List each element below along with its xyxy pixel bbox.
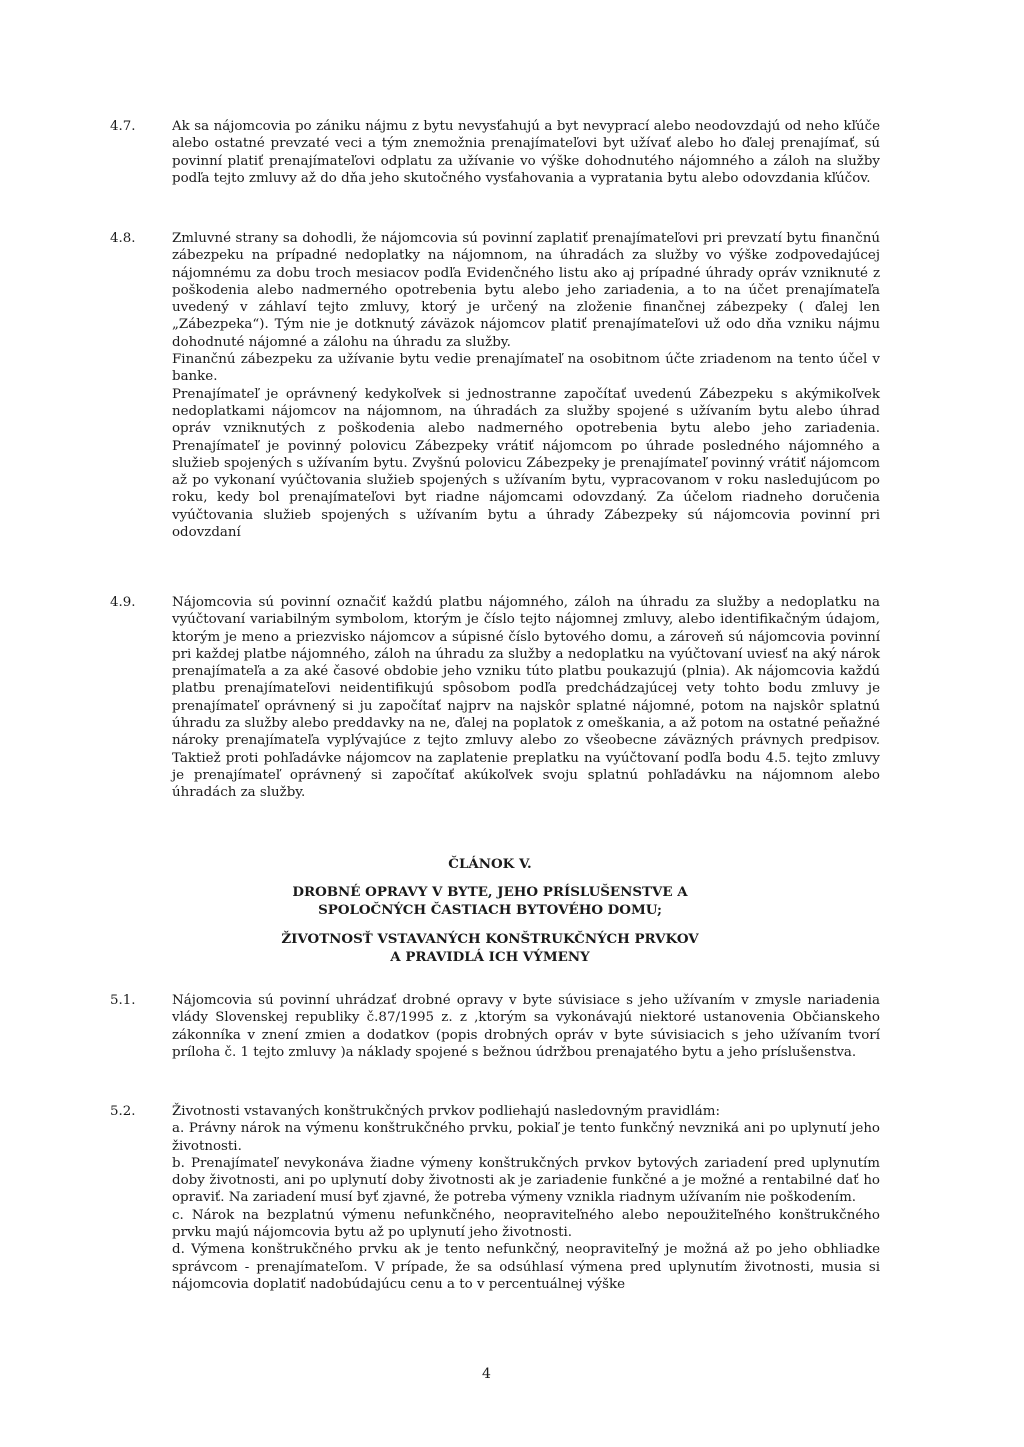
clause-paragraph: c. Nárok na bezplatnú výmenu nefunkčného, neopraviteľného alebo nepoužiteľného konštrukčného prvku majú nájomcovia bytu až po uplynutí jeho životnosti. — [172, 1207, 880, 1241]
article-subtitle-line: DROBNÉ OPRAVY V BYTE, JEHO PRÍSLUŠENSTVE A — [292, 884, 688, 900]
article-heading — [200, 856, 780, 874]
clause-body — [172, 992, 880, 1061]
clause-paragraph: Nájomcovia sú povinní označiť každú platbu nájomného, záloh na úhradu za služby a nedoplatku na vyúčtovaní variabilným symbolom, ktorým je číslo tejto nájomnej zmluvy, alebo identifikačným údajom, ktorým je meno a priezvisko nájomcov a súpisné číslo bytového domu, a zároveň sú nájomcovia povinní pri každej platbe nájomného, záloh na úhradu za služby a nedoplatku na vyúčtovaní uviesť na aký nárok prenajímateľa a za aké časové obdobie jeho vzniku túto platbu poukazujú (plnia). Ak nájomcovia každú platbu prenajímateľovi neidentifikujú spôsobom podľa predchádzajúcej vety tohto bodu zmluvy je prenajímateľ oprávnený si ju započítať najprv na najskôr splatné nájomné, potom na najskôr splatnú úhradu za služby alebo preddavky na ne, ďalej na poplatok z omeškania, a až potom na ostatné peňažné nároky prenajímateľa vyplývajúce z tejto zmluvy alebo zo všeobecne záväzných právnych predpisov. Taktiež proti pohľadávke nájomcov na zaplatenie preplatku na vyúčtovaní podľa bodu 4.5. tejto zmluvy je prenajímateľ oprávnený si započítať akúkoľvek svoju splatnú pohľadávku na nájomnom alebo úhradách za služby. — [172, 595, 880, 801]
article-subtitle-line: SPOLOČNÝCH ČASTIACH BYTOVÉHO DOMU; — [318, 901, 662, 918]
clause-paragraph: Zmluvné strany sa dohodli, že nájomcovia sú povinní zaplatiť prenajímateľovi pri prevzatí bytu finančnú zábezpeku na prípadné nedoplatky na nájomnom, na úhradách za služby vo výške zodpovedajúcej nájomnému za dobu troch mesiacov podľa Evidenčného listu ako aj prípadné úhrady opráv vzniknuté z poškodenia alebo nadmerného opotrebenia bytu alebo jeho zariadenia, a to na účet prenajímateľa uvedený v záhlaví tejto zmluvy, ktorý je určený na zloženie finančnej zábezpeky ( ďalej len „Zábezpeka“). Tým nie je dotknutý záväzok nájomcov platiť prenajímateľovi už odo dňa vzniku nájmu dohodnuté nájomné a zálohu na úhradu za služby. — [172, 231, 880, 350]
article-subtitle-group-2 — [200, 931, 780, 966]
article-subtitle-line: ŽIVOTNOSŤ VSTAVANÝCH KONŠTRUKČNÝCH PRVKOV — [281, 931, 699, 947]
clause-paragraph: b. Prenajímateľ nevykonáva žiadne výmeny konštrukčných prvkov bytových zariadení pred uplynutím doby životnosti, ani po uplynutí doby životnosti ak je zariadenie funkčné a je možné a rentabilné dať ho opraviť. Na zariadení musí byť zjavné, že potreba výmeny vznikla riadnym užívaním nie poškodením. — [172, 1155, 880, 1206]
clause-body — [172, 118, 880, 187]
clause-4-9 — [110, 594, 880, 802]
clause-paragraph: Finančnú zábezpeku za užívanie bytu vedie prenajímateľ na osobitnom účte zriadenom na tento účel v banke. — [172, 352, 880, 385]
clause-4-7 — [110, 118, 880, 187]
clause-5-2 — [110, 1103, 880, 1293]
clause-number: 4.8. — [110, 231, 136, 246]
article-subtitle-group-1 — [200, 884, 780, 919]
article-title: ČLÁNOK V. — [448, 856, 532, 872]
clause-paragraph: Životnosti vstavaných konštrukčných prvkov podliehajú nasledovným pravidlám: — [172, 1104, 721, 1119]
article-subtitle-line: A PRAVIDLÁ ICH VÝMENY — [390, 948, 590, 965]
clause-paragraph: Ak sa nájomcovia po zániku nájmu z bytu nevysťahujú a byt nevyprací alebo neodovzdajú od neho kľúče alebo ostatné prevzaté veci a tým znemožnia prenajímateľovi byt užívať alebo ho ďalej prenajímať, sú povinní platiť prenajímateľovi odplatu za užívanie vo výške dohodnutého nájomného a záloh na služby podľa tejto zmluvy až do dňa jeho skutočného vysťahovania a vypratania bytu alebo odovzdania kľúčov. — [172, 119, 880, 186]
clause-paragraph: a. Právny nárok na výmenu konštrukčného prvku, pokiaľ je tento funkčný nevzniká ani po uplynutí jeho životnosti. — [172, 1121, 880, 1154]
page-number: 4 — [482, 1366, 491, 1382]
clause-body — [172, 230, 880, 541]
clause-number: 4.7. — [110, 119, 136, 134]
clause-5-1 — [110, 992, 880, 1061]
clause-paragraph: Prenajímateľ je oprávnený kedykoľvek si jednostranne započítať uvedenú Zábezpeku s akýmikoľvek nedoplatkami nájomcov na nájomnom, na úhradách za služby spojené s užívaním bytu alebo úhrad opráv vzniknutých z poškodenia alebo nadmerného opotrebenia bytu alebo jeho zariadenia. Prenajímateľ je povinný polovicu Zábezpeky vrátiť nájomcom po úhrade posledného nájomného a služieb spojených s užívaním bytu. Zvyšnú polovicu Zábezpeky je prenajímateľ povinný vrátiť nájomcom až po vykonaní vyúčtovania služieb spojených s užívaním bytu, vypracovanom v roku nasledujúcom po roku, kedy bol prenajímateľovi byt riadne nájomcami odovzdaný. Za účelom riadneho doručenia vyúčtovania služieb spojených s užívaním bytu a úhrady Zábezpeky sú nájomcovia povinní pri odovzdaní — [172, 386, 880, 541]
clause-4-8 — [110, 230, 880, 541]
clause-paragraph: Nájomcovia sú povinní uhrádzať drobné opravy v byte súvisiace s jeho užívaním v zmysle nariadenia vlády Slovenskej republiky č.87/1995 z. z ,ktorým sa vykonávajú niektoré ustanovenia Občianskeho zákonníka v znení zmien a dodatkov (popis drobných opráv v byte súvisiacich s jeho užívaním tvorí príloha č. 1 tejto zmluvy )a náklady spojené s bežnou údržbou prenajatého bytu a jeho príslušenstva. — [172, 993, 880, 1060]
clause-number: 5.2. — [110, 1104, 136, 1119]
clause-body — [172, 594, 880, 802]
clause-paragraph: d. Výmena konštrukčného prvku ak je tento nefunkčný, neopraviteľný je možná až po jeho obhliadke správcom - prenajímateľom. V prípade, že sa odsúhlasí výmena pred uplynutím životnosti, musia si nájomcovia doplatiť nadobúdajúcu cenu a to v percentuálnej výške — [172, 1242, 880, 1292]
clause-number: 4.9. — [110, 595, 136, 610]
clause-number: 5.1. — [110, 993, 136, 1008]
clause-body — [172, 1103, 880, 1293]
